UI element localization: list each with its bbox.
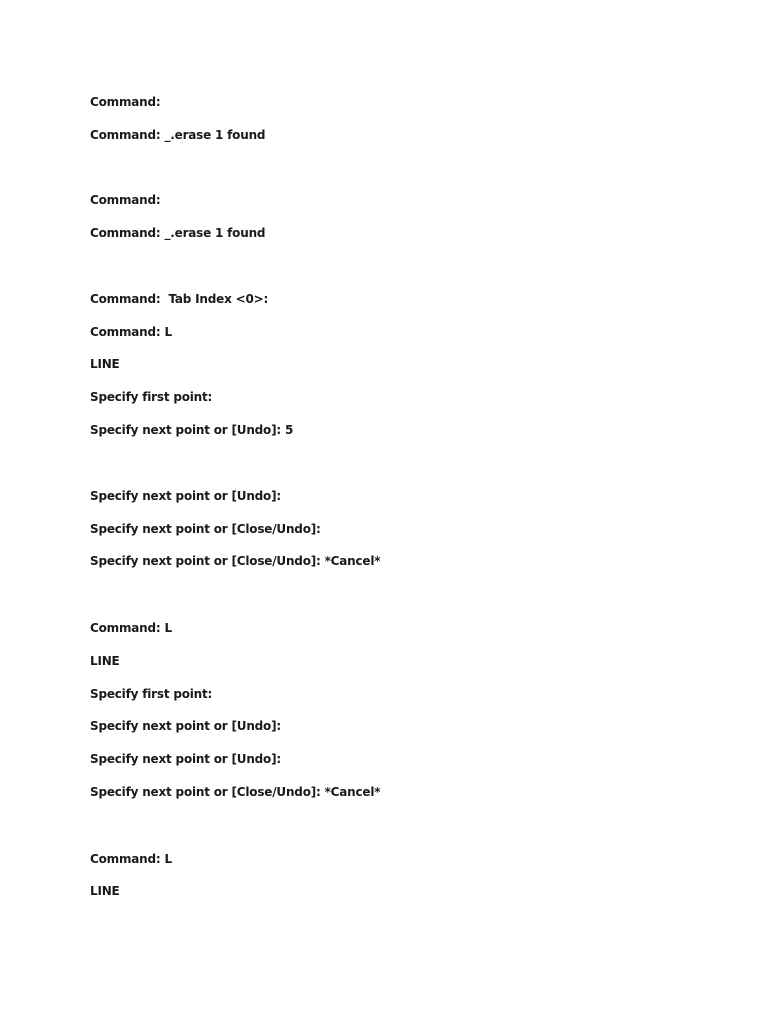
command-line: Command: _.erase 1 found bbox=[90, 226, 266, 240]
command-line: LINE bbox=[90, 357, 120, 371]
command-line: LINE bbox=[90, 654, 120, 668]
command-line: Command: L bbox=[90, 621, 172, 635]
command-line: Specify next point or [Undo]: 5 bbox=[90, 423, 294, 437]
command-line: Specify next point or [Close/Undo]: *Cancel* bbox=[90, 554, 381, 568]
command-line: Command: L bbox=[90, 325, 172, 339]
command-line: Command: Tab Index <0>: bbox=[90, 292, 269, 306]
command-line: Command: L bbox=[90, 852, 172, 866]
command-line: Specify next point or [Close/Undo]: bbox=[90, 522, 321, 536]
command-line: Command: _.erase 1 found bbox=[90, 128, 266, 142]
command-line: Command: bbox=[90, 95, 161, 109]
command-line: Specify next point or [Undo]: bbox=[90, 719, 281, 733]
command-line: Specify next point or [Close/Undo]: *Cancel* bbox=[90, 785, 381, 799]
command-line: Specify next point or [Undo]: bbox=[90, 752, 281, 766]
command-line: Specify next point or [Undo]: bbox=[90, 489, 281, 503]
command-line: LINE bbox=[90, 884, 120, 898]
command-line: Command: bbox=[90, 193, 161, 207]
command-line: Specify first point: bbox=[90, 390, 213, 404]
command-line: Specify first point: bbox=[90, 687, 213, 701]
